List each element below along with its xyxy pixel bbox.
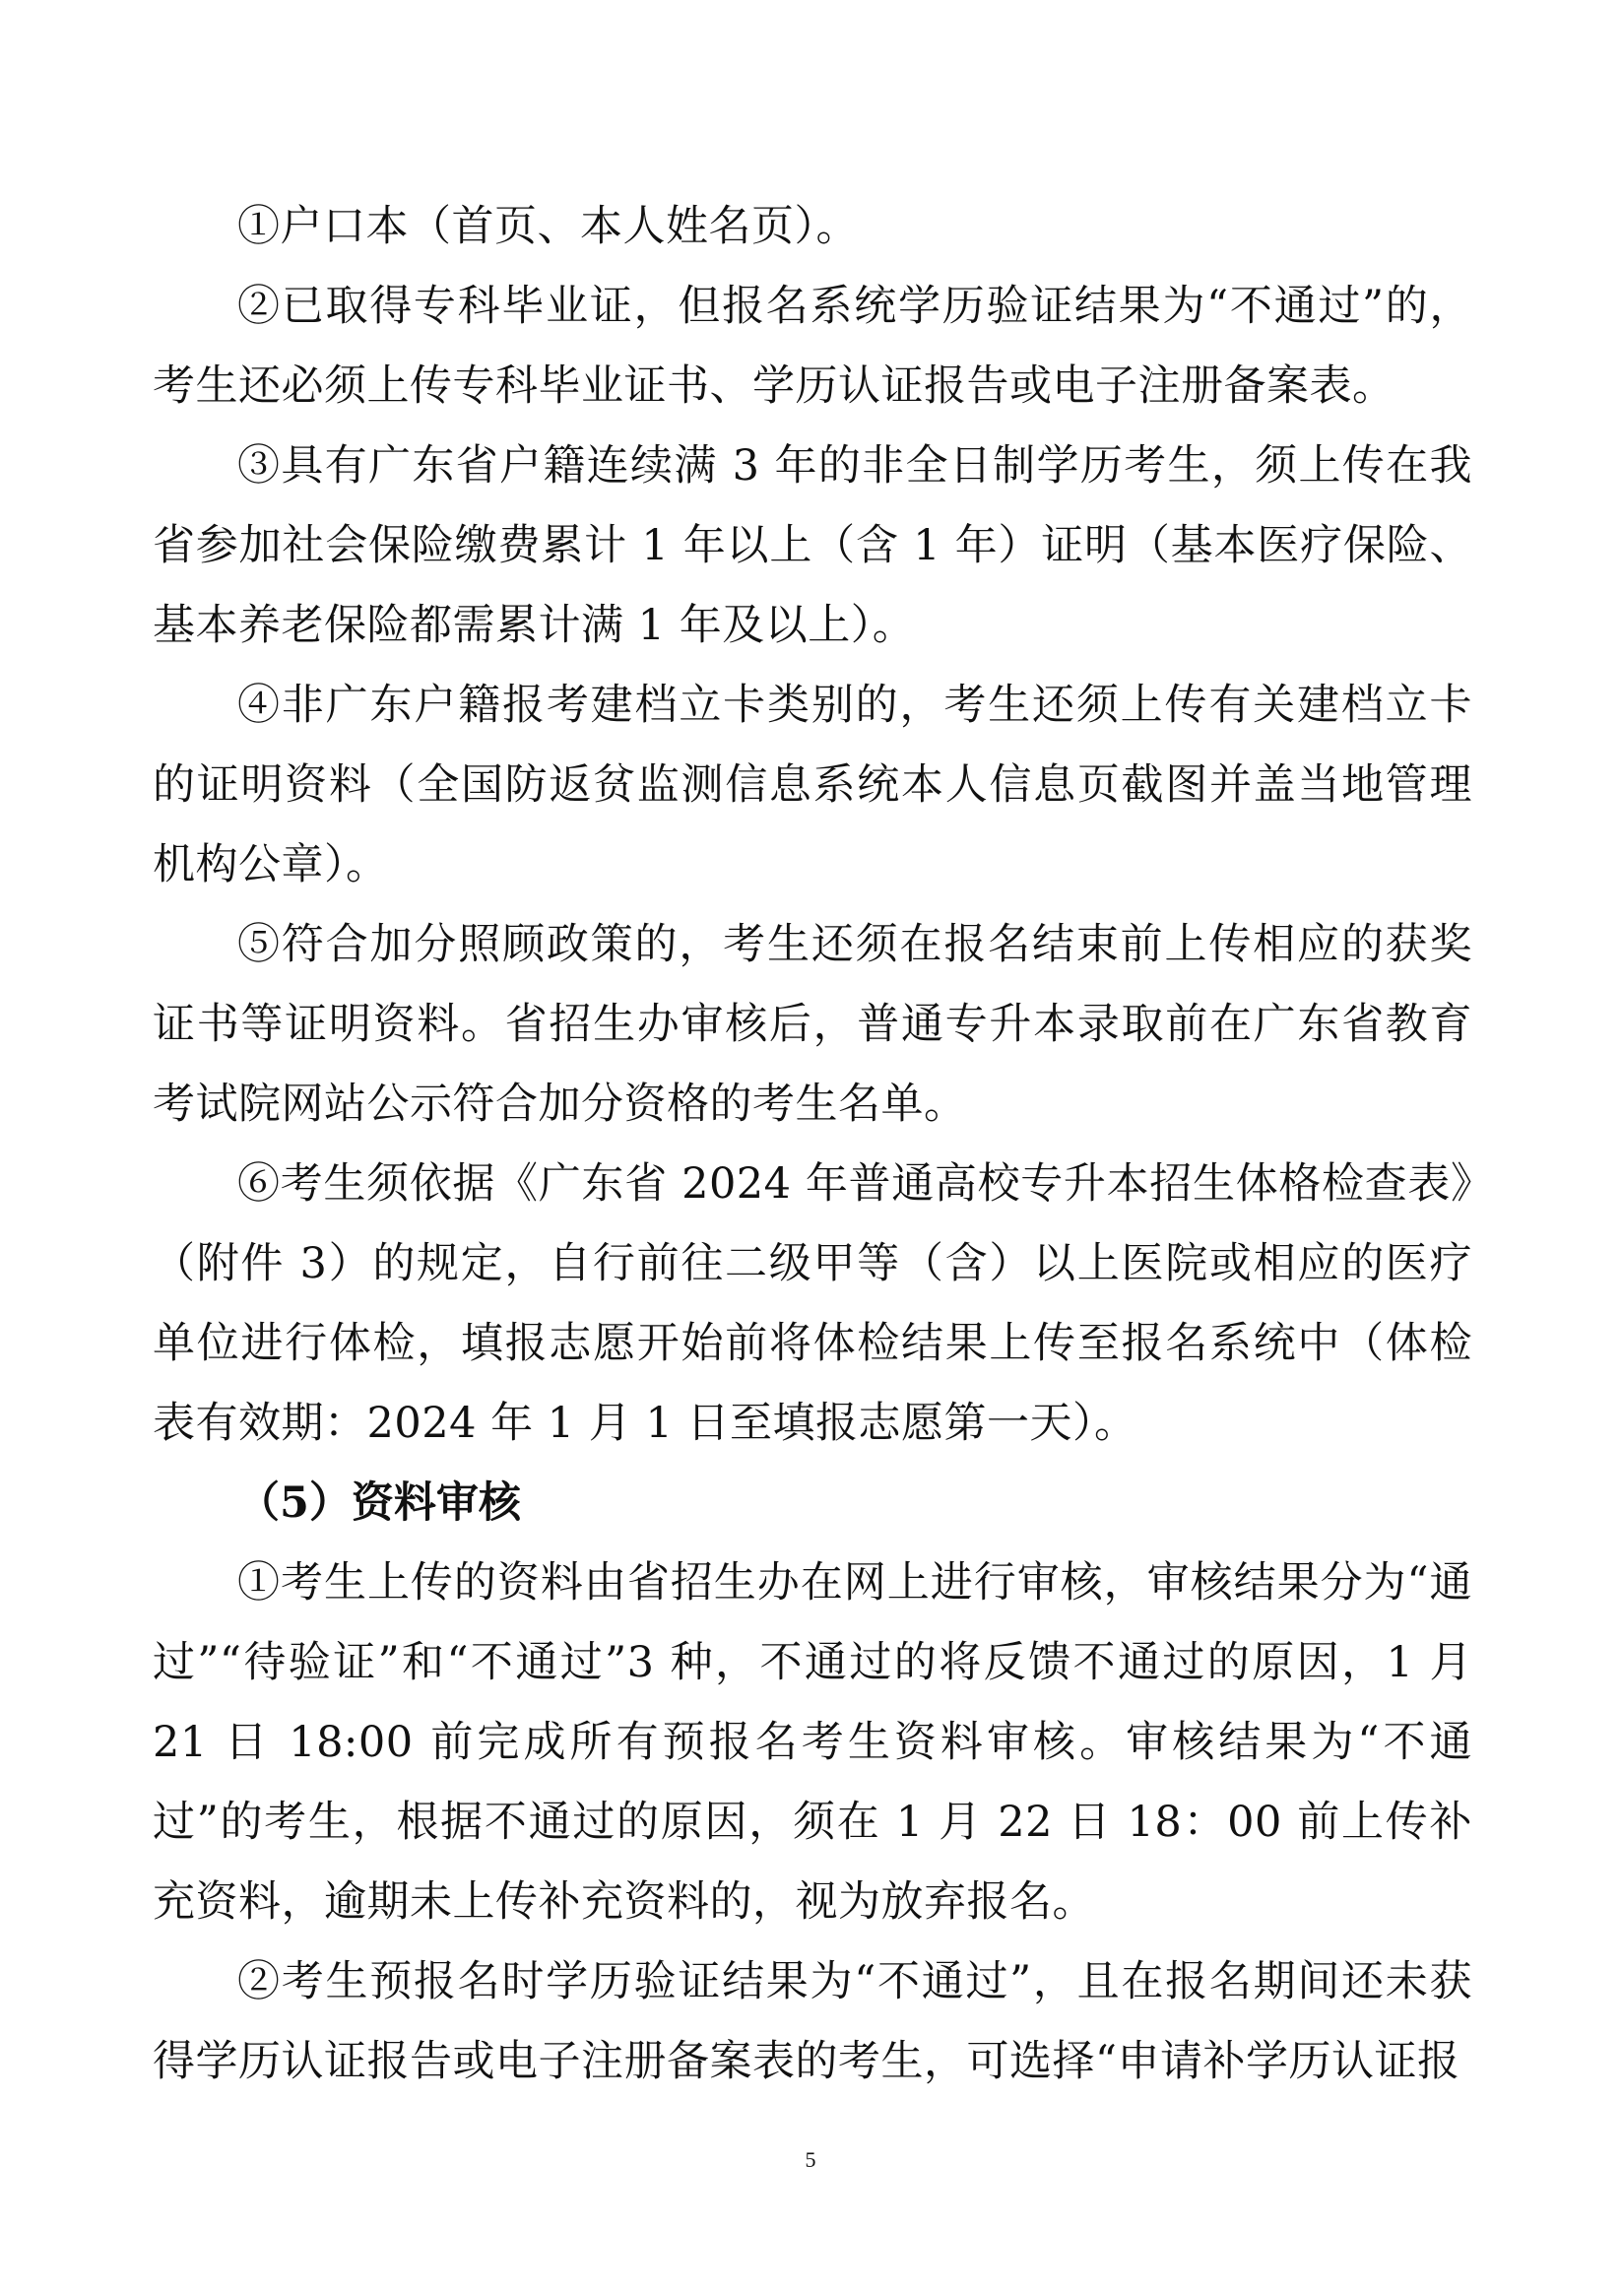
paragraph-social-insurance: ③具有广东省户籍连续满 3 年的非全日制学历考生，须上传在我省参加社会保险缴费累计 1 年以上（含 1 年）证明（基本医疗保险、基本养老保险都需累计满 1 年及以上）。: [153, 441, 1472, 650]
paragraph-bonus-points: ⑤符合加分照顾政策的，考生还须在报名结束前上传相应的获奖证书等证明资料。省招生办审核后，普通专升本录取前在广东省教育考试院网站公示符合加分资格的考生名单。: [153, 920, 1472, 1129]
paragraph-poverty-registration: ④非广东户籍报考建档立卡类别的，考生还须上传有关建档立卡的证明资料（全国防返贫监测信息系统本人信息页截图并盖当地管理机构公章）。: [153, 681, 1472, 889]
section-heading: （5）资料审核: [237, 1478, 521, 1528]
paragraph-medical-exam: ⑥考生须依据《广东省 2024 年普通高校专升本招生体格检查表》（附件 3）的规定，自行前往二级甲等（含）以上医院或相应的医疗单位进行体检，填报志愿开始前将体检结果上传至报名系统中（体检表有效期：2024 年 1 月 1 日至填报志愿第一天）。: [153, 1159, 1472, 1448]
paragraph-hukou: ①户口本（首页、本人姓名页）。: [237, 202, 859, 251]
document-body: [153, 187, 1472, 2102]
paragraph-supplement-certificate: ②考生预报名时学历验证结果为“不通过”，且在报名期间还未获得学历认证报告或电子注册备案表的考生，可选择“申请补学历认证报: [153, 1957, 1472, 2086]
paragraph-review-result: ①考生上传的资料由省招生办在网上进行审核，审核结果分为“通过”“待验证”和“不通过”3 种，不通过的将反馈不通过的原因，1 月 21 日 18:00 前完成所有预报名考生资料审核。审核结果为“不通过”的考生，根据不通过的原因，须在 1 月 22 日 18：00 前上传补充资料，逾期未上传补充资料的，视为放弃报名。: [153, 1558, 1472, 1927]
paragraph-diploma: ②已取得专科毕业证，但报名系统学历验证结果为“不通过”的，考生还必须上传专科毕业证书、学历认证报告或电子注册备案表。: [153, 282, 1472, 411]
page-number: 5: [805, 2147, 816, 2172]
